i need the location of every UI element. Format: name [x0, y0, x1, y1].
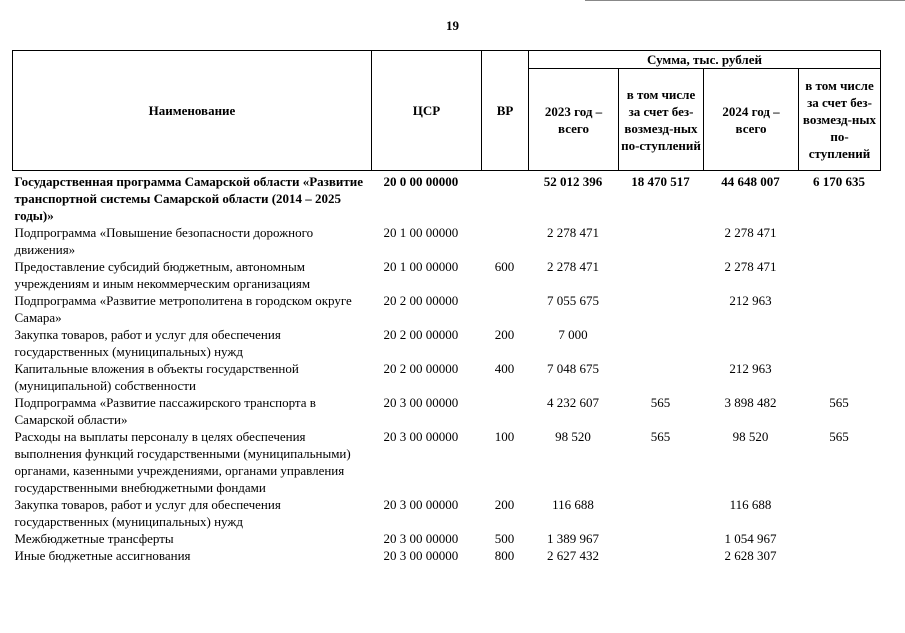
row-2023-total: 4 232 607 — [547, 395, 599, 410]
table-row — [13, 224, 881, 258]
row-vr: 600 — [494, 259, 515, 274]
row-2023-free — [619, 292, 704, 326]
row-2024-total: 116 688 — [729, 497, 772, 512]
row-2023-free — [619, 360, 704, 394]
row-name: Капитальные вложения в объекты государственной (муниципальной) собственности — [14, 361, 299, 393]
table-header — [13, 51, 881, 171]
row-2024-free — [799, 326, 881, 360]
row-2024-free — [799, 258, 881, 292]
row-csr: 20 2 00 00000 — [383, 293, 459, 308]
row-2024-free: 6 170 635 — [813, 174, 865, 189]
row-2023-free: 565 — [650, 395, 671, 410]
row-2024-total: 212 963 — [729, 293, 772, 308]
row-name: Предоставление субсидий бюджетным, автономным учреждениям и иным некоммерческим организациям — [14, 259, 311, 291]
table-row — [13, 258, 881, 292]
table-row — [13, 171, 881, 225]
row-csr: 20 3 00 00000 — [383, 497, 459, 512]
row-name: Расходы на выплаты персоналу в целях обеспечения выполнения функций государственными (муниципальными) органами, казенными учреждениями, органами управления государственными внебюджетными фондами — [14, 429, 351, 495]
row-name: Закупка товаров, работ и услуг для обеспечения государственных (муниципальных) нужд — [14, 327, 281, 359]
table-row — [13, 326, 881, 360]
row-2023-total: 7 000 — [558, 327, 588, 342]
row-2023-total: 1 389 967 — [547, 531, 599, 546]
row-2023-total: 2 278 471 — [547, 259, 599, 274]
row-2024-free — [799, 530, 881, 547]
row-name: Подпрограмма «Развитие пассажирского транспорта в Самарской области» — [14, 395, 316, 427]
row-2024-free — [799, 224, 881, 258]
row-vr — [482, 394, 529, 428]
row-vr — [482, 224, 529, 258]
table-row — [13, 496, 881, 530]
budget-table — [12, 50, 881, 564]
page-number: 19 — [446, 18, 459, 33]
page-edge-line — [585, 0, 905, 1]
row-name: Подпрограмма «Повышение безопасности дорожного движения» — [14, 225, 314, 257]
header-csr: ЦСР — [372, 51, 482, 171]
header-2024-free: в том числе за счет без-возмезд-ных по-ступлений — [799, 69, 881, 171]
table-row — [13, 394, 881, 428]
table-row — [13, 547, 881, 564]
row-name: Иные бюджетные ассигнования — [14, 548, 191, 563]
row-2024-total: 2 278 471 — [724, 259, 777, 274]
table-body — [13, 171, 881, 565]
row-2023-total: 52 012 396 — [543, 174, 603, 189]
row-name: Межбюджетные трансферты — [14, 531, 174, 546]
row-2024-total: 2 628 307 — [724, 548, 777, 563]
row-2023-free — [619, 547, 704, 564]
row-csr: 20 2 00 00000 — [383, 361, 459, 376]
row-2024-total: 44 648 007 — [721, 174, 780, 189]
row-name: Закупка товаров, работ и услуг для обеспечения государственных (муниципальных) нужд — [14, 497, 281, 529]
row-2023-free — [619, 530, 704, 547]
row-vr — [482, 171, 529, 225]
row-2023-total: 7 055 675 — [547, 293, 599, 308]
row-2024-total: 3 898 482 — [724, 395, 777, 410]
row-csr: 20 3 00 00000 — [383, 531, 459, 546]
table-row — [13, 530, 881, 547]
row-vr: 200 — [494, 497, 515, 512]
row-csr: 20 3 00 00000 — [383, 429, 459, 444]
row-vr: 800 — [494, 548, 515, 563]
row-csr: 20 2 00 00000 — [383, 327, 459, 342]
row-2023-total: 7 048 675 — [547, 361, 599, 376]
row-2024-total — [704, 326, 799, 360]
row-2024-free — [799, 360, 881, 394]
row-name: Подпрограмма «Развитие метрополитена в городском округе Самара» — [14, 293, 352, 325]
row-2023-free — [619, 224, 704, 258]
table-row — [13, 428, 881, 496]
header-2023-total: 2023 год – всего — [529, 69, 619, 171]
row-csr: 20 1 00 00000 — [383, 225, 459, 240]
row-vr: 500 — [494, 531, 515, 546]
row-2024-free: 565 — [829, 429, 849, 444]
row-2023-total: 2 278 471 — [547, 225, 599, 240]
header-2023-free: в том числе за счет без-возмезд-ных по-ступлений — [619, 69, 704, 171]
row-vr: 200 — [494, 327, 515, 342]
row-2023-free — [619, 258, 704, 292]
row-csr: 20 1 00 00000 — [383, 259, 459, 274]
row-2024-free — [799, 547, 881, 564]
row-vr: 400 — [494, 361, 515, 376]
row-vr — [482, 292, 529, 326]
row-csr: 20 3 00 00000 — [383, 548, 459, 563]
row-vr: 100 — [494, 429, 515, 444]
row-name: Государственная программа Самарской области «Развитие транспортной системы Самарской области (2014 – 2025 годы)» — [14, 174, 364, 223]
row-2024-free — [799, 496, 881, 530]
row-2024-total: 98 520 — [732, 429, 769, 444]
row-csr: 20 3 00 00000 — [383, 395, 459, 410]
header-sum-group: Сумма, тыс. рублей — [529, 51, 881, 69]
row-2023-total: 2 627 432 — [547, 548, 599, 563]
row-2024-total: 1 054 967 — [724, 531, 777, 546]
table-row — [13, 292, 881, 326]
header-vr: ВР — [482, 51, 529, 171]
header-2024-total: 2024 год – всего — [704, 69, 799, 171]
row-2024-total: 2 278 471 — [724, 225, 777, 240]
header-name: Наименование — [13, 51, 372, 171]
row-2024-total: 212 963 — [729, 361, 772, 376]
row-2023-free: 565 — [650, 429, 671, 444]
row-2023-free: 18 470 517 — [631, 174, 690, 189]
row-csr: 20 0 00 00000 — [383, 174, 459, 189]
row-2023-free — [619, 496, 704, 530]
row-2023-total: 116 688 — [552, 497, 594, 512]
row-2024-free — [799, 292, 881, 326]
row-2024-free: 565 — [829, 395, 849, 410]
table-row — [13, 360, 881, 394]
row-2023-total: 98 520 — [555, 429, 591, 444]
row-2023-free — [619, 326, 704, 360]
